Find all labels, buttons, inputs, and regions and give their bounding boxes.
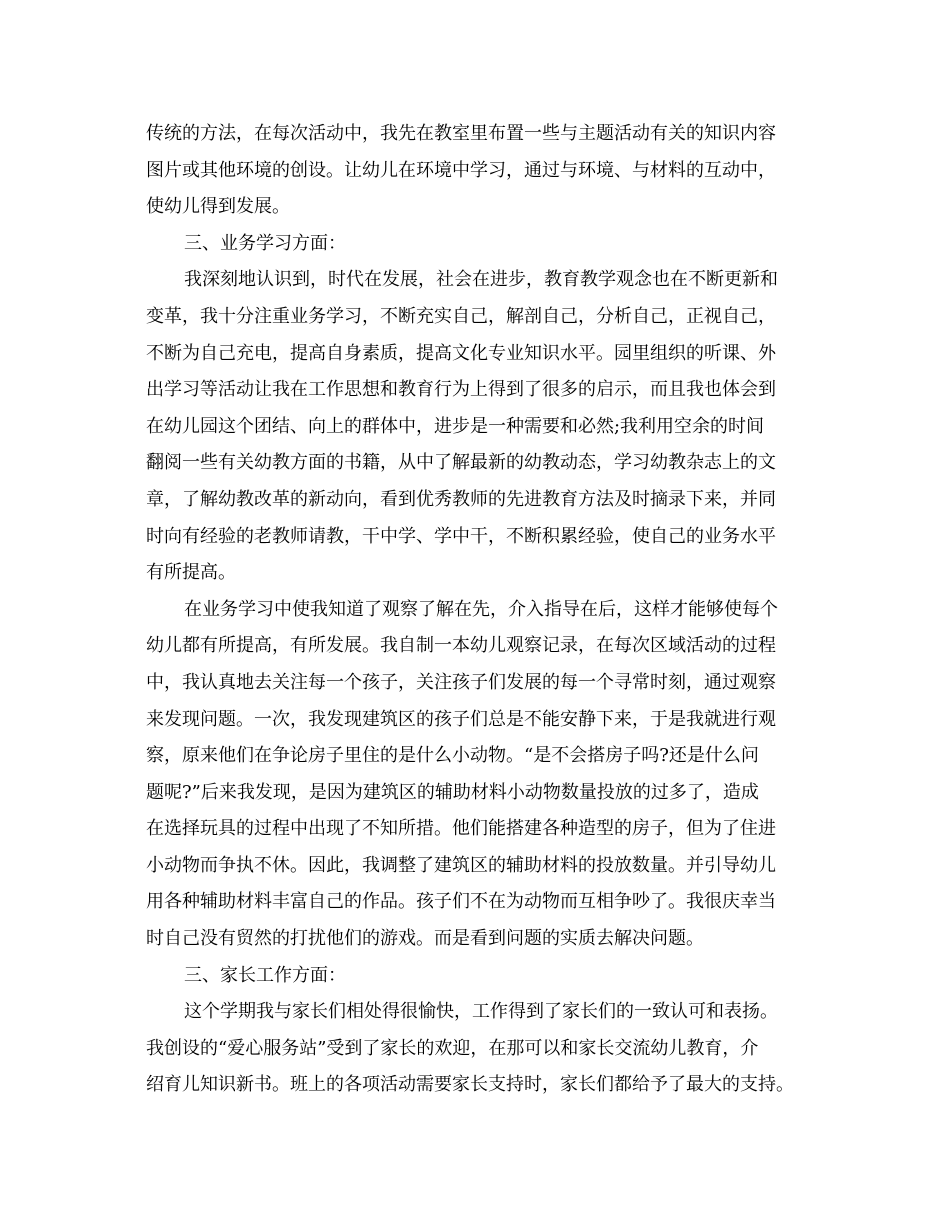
text-line: 使幼儿得到发展。: [146, 196, 290, 218]
text-line: 在业务学习中使我知道了观察了解在先，介入指导在后，这样才能够使每个: [184, 598, 778, 620]
text-line: 翻阅一些有关幼教方面的书籍，从中了解最新的幼教动态，学习幼教杂志上的文: [146, 452, 776, 474]
text-line: 幼儿都有所提高，有所发展。我自制一本幼儿观察记录，在每次区域活动的过程: [146, 635, 776, 657]
text-line: 出学习等活动让我在工作思想和教育行为上得到了很多的启示，而且我也体会到: [146, 379, 776, 401]
text-line: 在幼儿园这个团结、向上的群体中，进步是一种需要和必然;我利用空余的时间: [146, 415, 765, 437]
text-line: 变革，我十分注重业务学习，不断充实自己，解剖自己，分析自己，正视自己，: [146, 305, 776, 327]
text-line: 时自己没有贸然的打扰他们的游戏。而是看到问题的实质去解决问题。: [146, 928, 704, 950]
text-line: 小动物而争执不休。因此，我调整了建筑区的辅助材料的投放数量。并引导幼儿: [146, 854, 776, 876]
text-line: 中，我认真地去关注每一个孩子，关注孩子们发展的每一个寻常时刻，通过观察: [146, 671, 776, 693]
text-line: 绍育儿知识新书。班上的各项活动需要家长支持时，家长们都给予了最大的支持。: [146, 1074, 794, 1096]
text-line: 有所提高。: [146, 562, 236, 584]
text-line: 图片或其他环境的创设。让幼儿在环境中学习，通过与环境、与材料的互动中，: [146, 159, 776, 181]
text-line: 三、家长工作方面：: [184, 964, 346, 986]
text-line: 章，了解幼教改革的新动向，看到优秀教师的先进教育方法及时摘录下来，并同: [146, 488, 776, 510]
text-line: 不断为自己充电，提高自身素质，提高文化专业知识水平。园里组织的听课、外: [146, 342, 776, 364]
text-line: 三、业务学习方面：: [184, 232, 346, 254]
text-line: 题呢?”后来我发现，是因为建筑区的辅助材料小动物数量投放的过多了，造成: [146, 781, 759, 803]
text-line: 察，原来他们在争论房子里住的是什么小动物。“是不会搭房子吗?还是什么问: [146, 745, 759, 767]
text-line: 这个学期我与家长们相处得很愉快，工作得到了家长们的一致认可和表扬。: [184, 1001, 778, 1023]
text-line: 时向有经验的老教师请教，干中学、学中干，不断积累经验，使自己的业务水平: [146, 525, 776, 547]
text-line: 在选择玩具的过程中出现了不知所措。他们能搭建各种造型的房子，但为了住进: [146, 818, 776, 840]
text-line: 传统的方法，在每次活动中，我先在教室里布置一些与主题活动有关的知识内容: [146, 123, 776, 144]
text-line: 用各种辅助材料丰富自己的作品。孩子们不在为动物而互相争吵了。我很庆幸当: [146, 891, 776, 913]
document-body: [146, 116, 826, 1104]
text-line: 我创设的“爱心服务站”受到了家长的欢迎，在那可以和家长交流幼儿教育，介: [146, 1037, 759, 1059]
text-line: 我深刻地认识到，时代在发展，社会在进步，教育教学观念也在不断更新和: [184, 269, 778, 291]
text-line: 来发现问题。一次，我发现建筑区的孩子们总是不能安静下来，于是我就进行观: [146, 708, 776, 730]
